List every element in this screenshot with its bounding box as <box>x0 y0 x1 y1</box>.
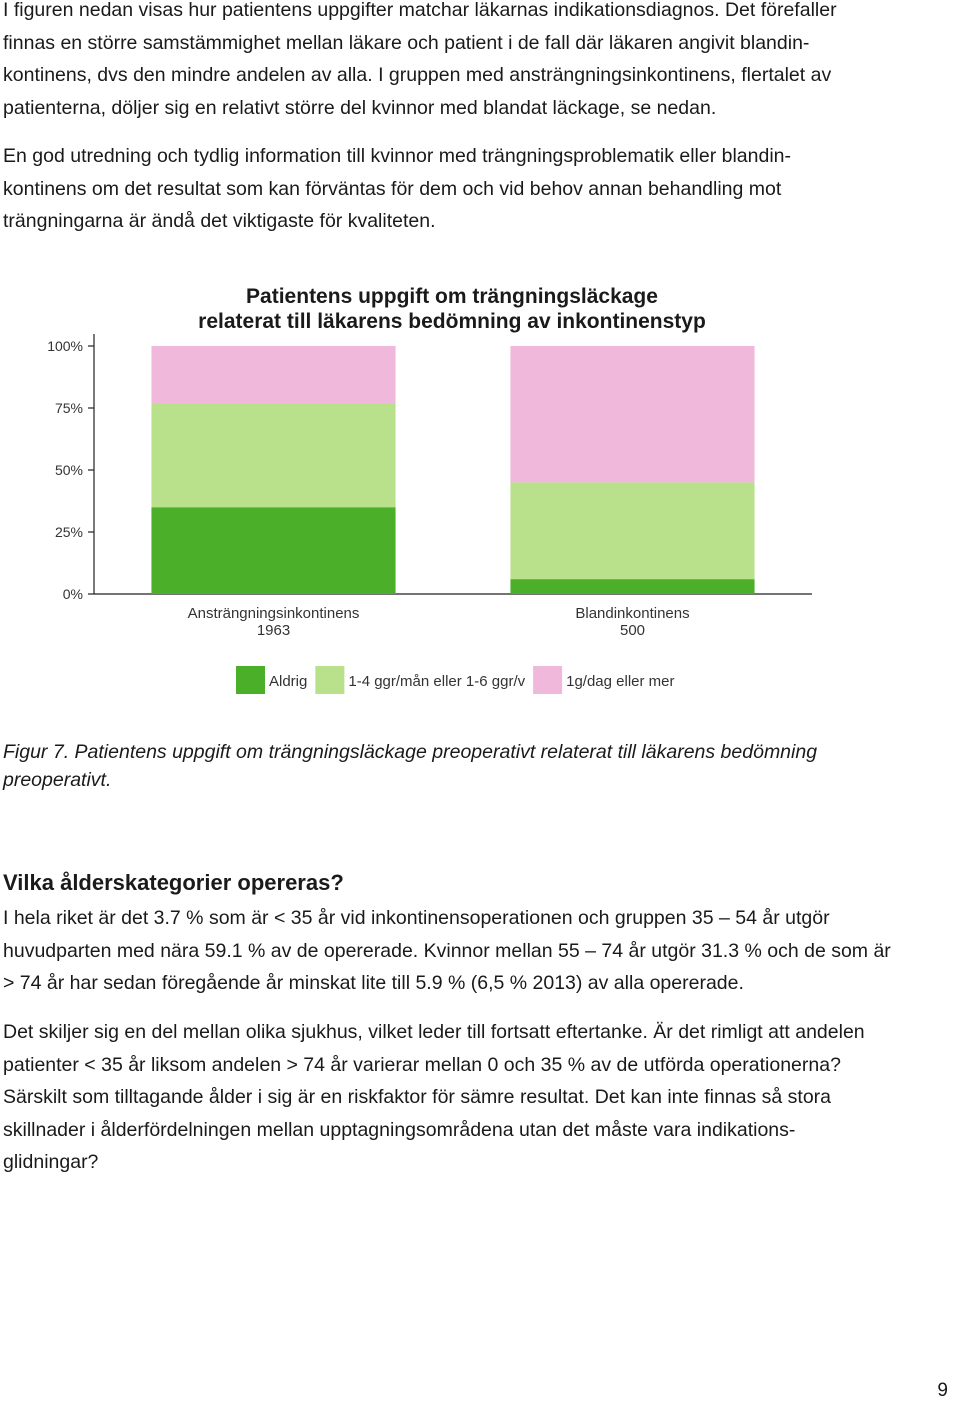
text-line: huvudparten med nära 59.1 % av de opererade. Kvinnor mellan 55 – 74 år utgör 31.3 % och de som är <box>3 939 891 962</box>
text-line: skillnader i ålderfördelningen mellan upptagningsområdena utan det måste vara indikations- <box>3 1118 796 1141</box>
bar-segment <box>151 346 395 403</box>
paragraph-information <box>3 140 957 238</box>
text-line: En god utredning och tydlig information till kvinnor med trängningsproblematik eller blandin- <box>3 145 792 167</box>
x-category-count: 1963 <box>256 622 291 639</box>
y-tick-label: 75% <box>54 400 83 416</box>
section-heading: Vilka ålderskategorier opereras? <box>3 870 344 895</box>
text-line: glidningar? <box>3 1151 99 1173</box>
bar-segment <box>510 482 754 579</box>
y-tick-label: 0% <box>62 586 83 602</box>
text-line: Särskilt som tilltagande ålder i sig är en riskfaktor för sämre resultat. Det kan inte finnas så stora <box>3 1086 832 1108</box>
text-line: > 74 år har sedan föregående år minskat lite till 5.9 % (6,5 % 2013) av alla opererade. <box>3 972 744 994</box>
text-line: patienter < 35 år liksom andelen > 74 år varierar mellan 0 och 35 % av de utförda operationerna? <box>3 1053 841 1076</box>
bar-segment <box>151 403 395 507</box>
chart-title-line-2: relaterat till läkarens bedömning av inkontinenstyp <box>198 310 706 333</box>
text-line: Det skiljer sig en del mellan olika sjukhus, vilket leder till fortsatt eftertanke. Är det rimligt att andelen <box>3 1021 865 1043</box>
chart-title-line-1: Patientens uppgift om trängningsläckage <box>246 285 658 308</box>
y-tick-label: 50% <box>54 462 83 478</box>
stacked-bar-chart <box>0 270 960 710</box>
caption-line: preoperativt. <box>3 769 112 791</box>
legend-swatch <box>315 666 344 694</box>
x-category-label: Ansträngningsinkontinens <box>187 605 360 622</box>
paragraph-age-groups <box>3 902 957 1000</box>
x-category-count: 500 <box>619 622 646 639</box>
x-category-label: Blandinkontinens <box>575 605 690 622</box>
legend-swatch <box>533 666 562 694</box>
paragraph-intro <box>3 0 957 124</box>
text-line: kontinens om det resultat som kan förväntas för dem och vid behov annan behandling mot <box>3 177 782 200</box>
text-line: I hela riket är det 3.7 % som är < 35 år vid inkontinensoperationen och gruppen 35 – 54 år utgör <box>3 907 830 929</box>
text-line: patienterna, döljer sig en relativt större del kvinnor med blandat läckage, se nedan. <box>3 96 717 119</box>
legend-label: 1g/dag eller mer <box>566 673 675 690</box>
figure-caption <box>3 738 817 794</box>
bar-segment <box>510 579 754 594</box>
legend-label: 1-4 ggr/mån eller 1-6 ggr/v <box>348 673 526 690</box>
paragraph-hospital-variation <box>3 1016 957 1179</box>
bar-segment <box>151 507 395 594</box>
bar-segment <box>510 346 754 482</box>
caption-line: Figur 7. Patientens uppgift om trängningsläckage preoperativt relaterat till läkarens bedömning <box>3 741 818 763</box>
page-number: 9 <box>937 1380 948 1401</box>
legend-swatch <box>236 666 265 694</box>
text-line: finnas en större samstämmighet mellan läkare och patient i de fall där läkaren angivit blandin- <box>3 31 810 54</box>
y-tick-label: 25% <box>54 524 83 540</box>
text-line: kontinens, dvs den mindre andelen av alla. I gruppen med ansträngningsinkontinens, flertalet av <box>3 64 832 86</box>
chart-bars <box>151 346 754 594</box>
text-line: I figuren nedan visas hur patientens uppgifter matchar läkarnas indikationsdiagnos. Det förefaller <box>3 0 837 21</box>
chart-legend <box>236 666 675 694</box>
y-tick-label: 100% <box>47 338 83 354</box>
legend-label: Aldrig <box>269 673 308 690</box>
text-line: trängningarna är ändå det viktigaste för kvaliteten. <box>3 210 436 232</box>
chart-x-labels <box>188 605 690 639</box>
